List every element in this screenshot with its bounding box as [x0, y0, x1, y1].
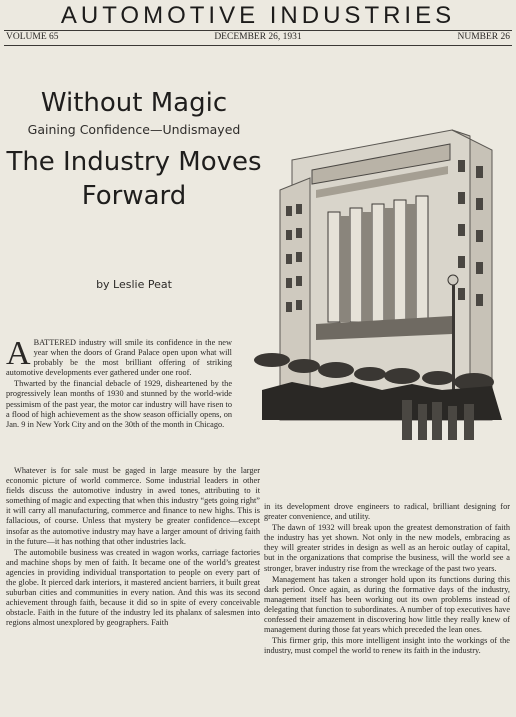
article-column-left-bottom: [6, 466, 260, 630]
article-paragraph: The automobile business was created in wagon works, carriage factories and machine shops by men of faith. It became one of the world’s greatest agencies in providing individual transportation to people on every part of the globe. It pierced dark interiors, it mastered ancient barriers, it built great suburban cities and communities in every nation. And this was its second achievement through faith, because it did so in spite of every conceivable obstacle. Faith in the future of the industry led its phalanx of salesmen into regions almost unexplored by geographers. Faith: [6, 547, 260, 628]
article-column-right: [264, 502, 510, 657]
grand-palace-illustration: [252, 120, 514, 460]
article-paragraph: Management has taken a stronger hold upon its functions during this dark period. Once again, as during the formative days of the industry, management itself has been working out its own problems instead of delegating that function to subordinates. A number of top executives have confessed their amazement in discovering how little they really knew of management during those fat years which preceded the lean ones.: [264, 574, 510, 635]
byline: by Leslie Peat: [96, 278, 172, 291]
article-paragraph: This firmer grip, this more intelligent insight into the workings of the industry, must compel the world to renew its faith in the industry.: [264, 636, 510, 656]
headline-main-line-1: The Industry Moves: [6, 147, 262, 177]
issue-date: DECEMBER 26, 1931: [214, 32, 302, 42]
article-paragraph: Thwarted by the financial debacle of 1929, disheartened by the progressively lean months of 1930 and stunned by the world-wide pessimism of the past year, the motor car industry will have risen to a flood of high achievement as the show season officially opens, on Jan. 9 in New York City and on the 30th of the month in Chicago.: [6, 379, 232, 429]
volume-label: VOLUME 65: [6, 32, 59, 42]
article-paragraph: BATTERED industry will smile its confidence in the new year when the doors of Grand Palace open upon what will probably be the most brilliant offering of striking automotive developments ever gathered under one roof.: [6, 338, 232, 378]
article-paragraph: in its development drove engineers to radical, brilliant designing for greater convenience, and utility.: [264, 502, 510, 522]
headline-subtitle: Gaining Confidence—Undismayed: [27, 122, 241, 137]
drop-cap: A: [6, 335, 31, 372]
article-column-left-top: [6, 335, 232, 431]
masthead-rule-bottom: [4, 45, 512, 46]
issue-number: NUMBER 26: [457, 32, 510, 42]
headline-top: Without Magic: [40, 88, 228, 118]
masthead-title: AUTOMOTIVE INDUSTRIES: [60, 2, 456, 29]
headline-block: [0, 88, 268, 213]
masthead-rule-top: [4, 30, 512, 31]
article-paragraph: Whatever is for sale must be gaged in large measure by the larger economic picture of world commerce. Some industrial leaders in other fields discuss the automotive industry in awed tones, attributing to it something of magic and expecting that when this industry “gets going right” it will carry all manufacturing, commerce and finance to new highs. This is fallacious, of course. Unless that mystery be greater confidence—except insofar as the automotive industry may have a larger amount of driving faith in the future—it has nothing that other industries lack.: [6, 466, 260, 546]
headline-main-line-2: Forward: [81, 181, 187, 211]
issue-line: [6, 32, 510, 42]
article-paragraph: The dawn of 1932 will break upon the greatest demonstration of faith the industry has yet shown. Not only in the new models, embracing as they will greater strides in design as well as an heroic outlay of capital, but in the organizations that comprise the business, will the world see a stronger, braver industry rise from the wreckage of the past two years.: [264, 523, 510, 573]
